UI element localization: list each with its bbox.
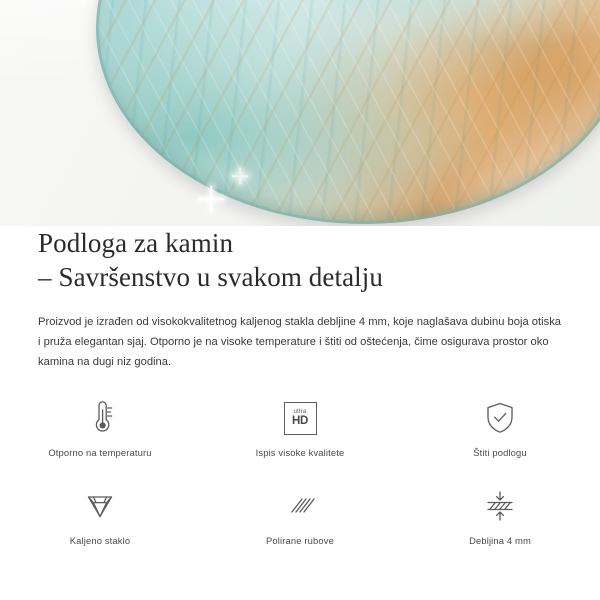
feature-grid xyxy=(0,392,600,568)
feature-label: Ispis visoke kvalitete xyxy=(255,447,345,458)
ultra-hd-icon xyxy=(284,398,317,438)
ultra-hd-top-text: ultra xyxy=(293,407,307,415)
feature-thickness xyxy=(400,480,600,568)
content-block xyxy=(0,226,600,372)
shield-check-icon xyxy=(483,398,517,438)
diamond-icon xyxy=(81,486,119,526)
feature-label: Polirane rubove xyxy=(266,535,334,546)
glass-hearth-pad-image xyxy=(96,0,600,224)
hero-image xyxy=(0,0,600,226)
page-title-line-1: Podloga za kamin xyxy=(38,228,234,258)
page-title-line-2: – Savršenstvo u svakom detalju xyxy=(38,262,383,292)
feature-label: Kaljeno staklo xyxy=(69,535,131,546)
feature-label: Štiti podlogu xyxy=(473,447,527,458)
feature-surface-protection xyxy=(400,392,600,480)
feature-label: Debljina 4 mm xyxy=(469,535,531,546)
feature-row-2 xyxy=(0,480,600,568)
feature-polished-edges xyxy=(200,480,400,568)
thermometer-icon xyxy=(82,398,118,438)
feature-label: Otporno na temperaturu xyxy=(48,447,152,458)
feature-heat-resistant xyxy=(0,392,200,480)
feature-print-quality xyxy=(200,392,400,480)
feature-tempered-glass xyxy=(0,480,200,568)
product-description: Proizvod je izrađen od visokokvalitetnog kaljenog stakla debljine 4 mm, koje naglašava dubinu boja otiska i pruža elegantan sjaj. Otporno je na visoke temperature i štiti od oštećenja, čime osigurava prostor oko kamina na dugi niz godina. xyxy=(38,316,562,368)
polished-edges-icon xyxy=(281,486,319,526)
page-title xyxy=(0,226,600,294)
ultra-hd-bottom-text: HD xyxy=(291,414,308,427)
thickness-arrows-icon xyxy=(482,486,518,526)
feature-row-1 xyxy=(0,392,600,480)
